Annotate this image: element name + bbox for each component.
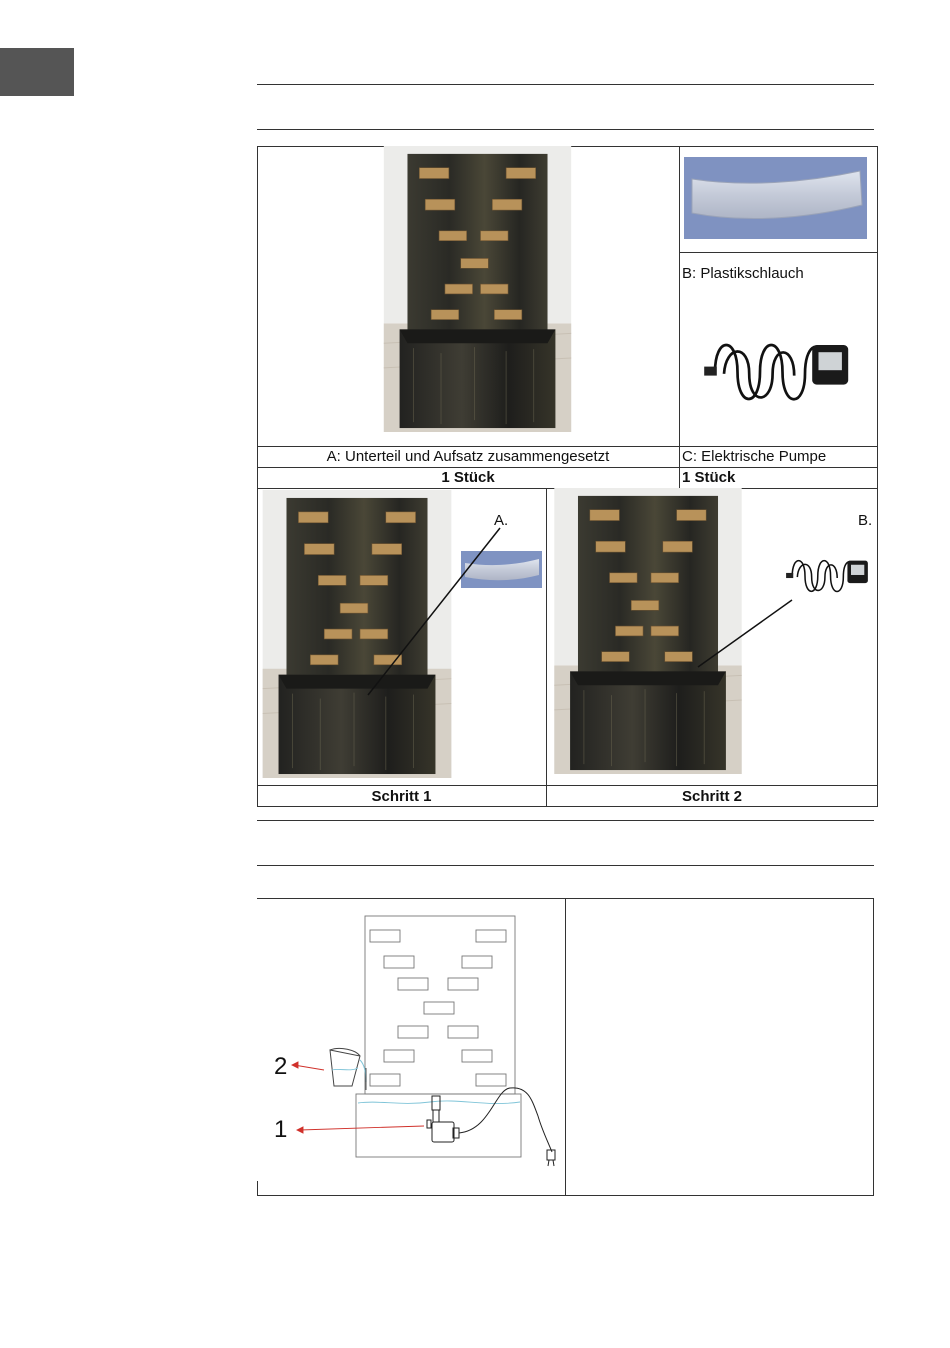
item-a-qty: 1 Stück xyxy=(441,469,495,486)
diagram-label-1: 1 xyxy=(274,1116,288,1143)
fountain-photo xyxy=(383,146,572,432)
fountain-line-drawing xyxy=(270,910,560,1170)
table-divider xyxy=(873,898,874,1196)
section-rule xyxy=(257,820,874,821)
step1-callout: A. xyxy=(494,512,509,529)
section-rule xyxy=(257,129,874,130)
section-rule xyxy=(257,865,874,866)
item-c-label: C: Elektrische Pumpe xyxy=(682,448,827,465)
item-c-qty: 1 Stück xyxy=(682,469,736,486)
step2-pointer-line xyxy=(690,595,800,675)
item-a-label: A: Unterteil und Aufsatz zusammengesetzt xyxy=(326,448,610,465)
section-rule xyxy=(257,84,874,85)
step2-callout: B. xyxy=(858,512,873,529)
step2-label: Schritt 2 xyxy=(681,788,742,805)
pump-photo xyxy=(688,318,868,426)
table-divider xyxy=(257,785,878,786)
step1-pointer-line xyxy=(360,520,510,700)
diagram-label-2: 2 xyxy=(274,1053,288,1080)
table-divider xyxy=(679,146,680,488)
item-b-label: B: Plastikschlauch xyxy=(682,265,804,282)
hose-photo xyxy=(684,157,867,239)
table-divider xyxy=(679,252,878,253)
table-divider xyxy=(565,898,566,1196)
language-tab-marker xyxy=(0,48,74,96)
table-divider xyxy=(257,1181,258,1196)
step1-label: Schritt 1 xyxy=(371,788,432,805)
table-divider xyxy=(257,1195,874,1196)
table-divider xyxy=(546,488,547,807)
